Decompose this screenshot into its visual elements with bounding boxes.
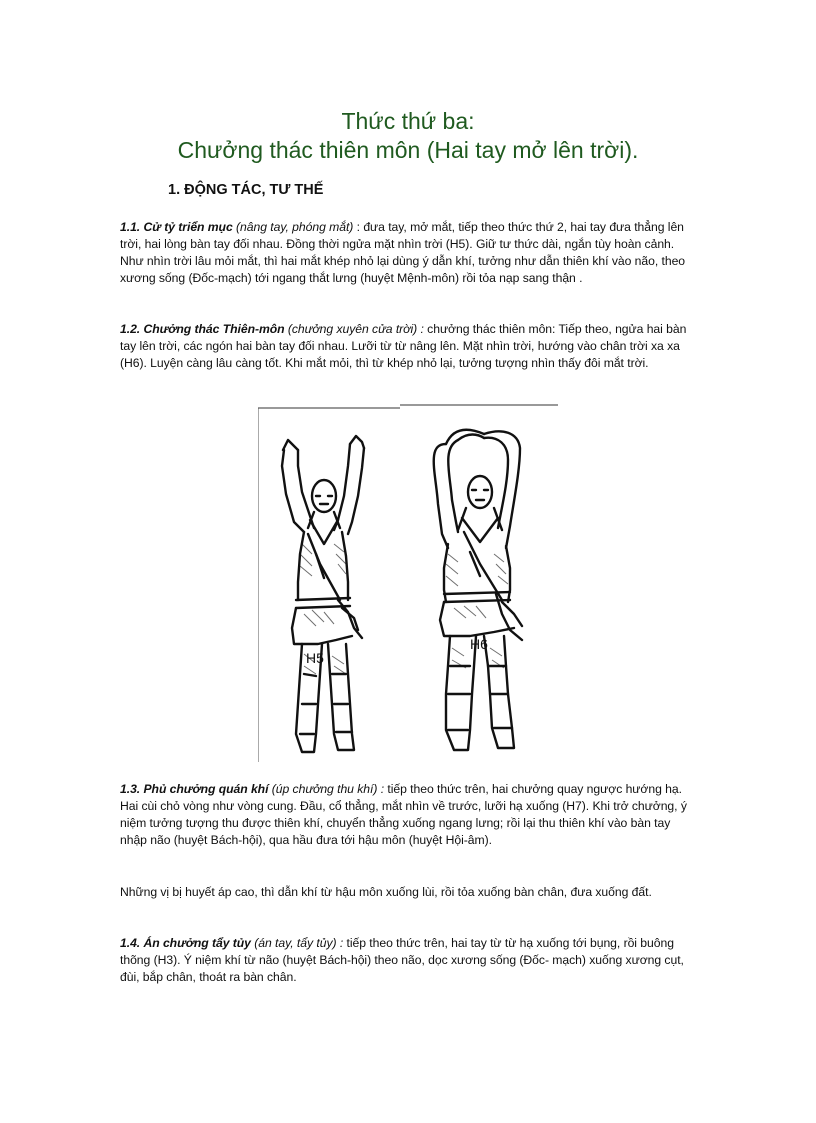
paragraph-note-blood-pressure xyxy=(120,884,698,901)
paragraph-body: Những vị bị huyết áp cao, thì dẫn khí từ hậu môn xuống lùi, rồi tỏa xuống bàn chân, đưa xuống đất. xyxy=(120,885,652,899)
illustration-drawing xyxy=(258,404,560,764)
paragraph-body: tiếp theo thức trên, hai chưởng quay ngược hướng hạ. Hai cùi chỏ vòng như vòng cung. Đầu, cổ thẳng, mắt nhìn về trước, lưỡi hạ xuống (H7). Khi trở chưởng, ý niệm tưởng tượng thu được thiên khí, chuyển thẳng xuống ngang lưng; rồi lại thu thiên khí vào bàn tay nhập não (huyệt Bách-hội), qua hầu đưa tới hậu môn (huyệt Hội-âm). xyxy=(120,782,687,847)
paragraph-1-3 xyxy=(120,781,698,849)
paragraph-subtitle: (án tay, tẩy tủy) : xyxy=(250,936,344,950)
title-line-2: Chưởng thác thiên môn (Hai tay mở lên trời). xyxy=(177,137,639,163)
paragraph-lead: 1.1. Cử tỷ triển mục xyxy=(120,220,233,234)
figure-h6 xyxy=(434,430,522,750)
paragraph-body: : đưa tay, mở mắt, tiếp theo thức thứ 2, hai tay đưa thẳng lên trời, hai lòng bàn tay đối nhau. Đồng thời ngửa mặt nhìn trời (H5). Giữ tư thức dài, ngắn tùy hoàn cảnh. Như nhìn trời lâu mỏi mắt, thì hai mắt khép nhỏ lại dùng ý dẫn khí, tưởng như dẫn thiên khí vào não, theo xương sống (Đốc-mạch) tới ngang thắt lưng (huyệt Mệnh-môn) rồi tỏa nạp sang thận . xyxy=(120,220,686,285)
figure-h5 xyxy=(282,436,364,752)
paragraph-body: tiếp theo thức trên, hai tay từ từ hạ xuống tới bụng, rồi buông thõng (H3). Ý niệm khí từ não (huyệt Bách-hội) theo não, dọc xương sống (Đốc- mạch) xuống xương cụt, đùi, bắp chân, thoát ra bàn chân. xyxy=(120,936,684,984)
paragraph-subtitle: (chưởng xuyên cửa trời) : xyxy=(284,322,424,336)
paragraph-subtitle: (nâng tay, phóng mắt) xyxy=(232,220,354,234)
paragraph-lead: 1.4. Án chưởng tẩy tủy xyxy=(120,936,251,950)
exercise-illustration xyxy=(258,404,560,764)
paragraph-1-4 xyxy=(120,935,698,986)
paragraph-lead: 1.2. Chưởng thác Thiên-môn xyxy=(120,322,285,336)
title-line-1: Thức thứ ba: xyxy=(341,108,475,134)
paragraph-1-2 xyxy=(120,321,698,372)
section-heading: 1. ĐỘNG TÁC, TƯ THẾ xyxy=(168,182,324,198)
paragraph-lead: 1.3. Phủ chưởng quán khí xyxy=(120,782,269,796)
paragraph-body: chưởng thác thiên môn: Tiếp theo, ngửa hai bàn tay lên trời, các ngón hai bàn tay đối nhau. Lưỡi từ từ nâng lên. Mặt nhìn trời, hướng vào chân trời xa xa (H6). Luyện càng lâu càng tốt. Khi mắt mỏi, thì từ khép nhỏ lại, tưởng tượng nhìn thấy đôi mắt trời. xyxy=(120,322,687,370)
paragraph-subtitle: (úp chưởng thu khí) : xyxy=(268,782,385,796)
paragraph-1-1 xyxy=(120,219,698,287)
figure-label-h5: H5 xyxy=(306,650,324,666)
figure-label-h6: H6 xyxy=(470,636,488,652)
